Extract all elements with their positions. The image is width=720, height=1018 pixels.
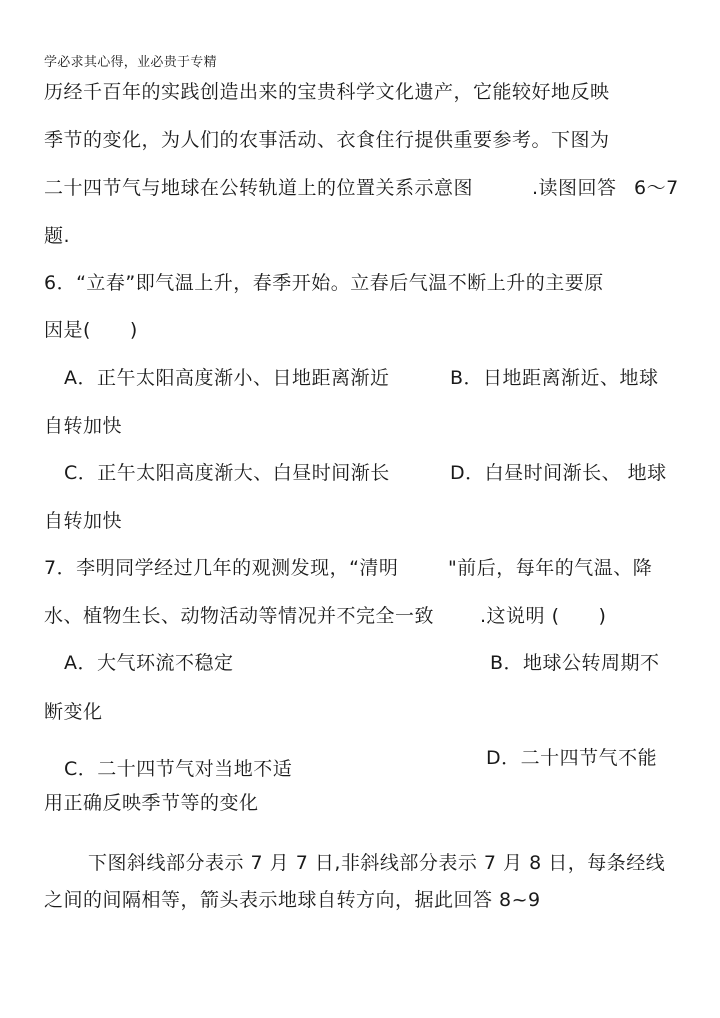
question-7-option-cd-cont: 用正确反映季节等的变化: [44, 792, 259, 814]
page-header: 学必求其心得，业必贵于专精: [44, 55, 217, 70]
intro-line-2: 季节的变化，为人们的农事活动、衣食住行提供重要参考。下图为: [44, 129, 610, 151]
next-section-line-1: 下图斜线部分表示 7 月 7 日,非斜线部分表示 7 月 8 日，每条经线: [88, 852, 666, 874]
next-section-line-2: 之间的间隔相等，箭头表示地球自转方向，据此回答 8~9: [44, 889, 541, 911]
question-7-stem-2a: 水、植物生长、动物活动等情况并不完全一致: [44, 605, 435, 627]
question-7-option-b-cont: 断变化: [44, 701, 103, 723]
question-7-stem-2b: .这说明 ( ): [480, 605, 607, 627]
question-6-option-b-cont: 自转加快: [44, 415, 123, 437]
intro-line-4: 题.: [44, 225, 71, 247]
question-6-stem-1: 6．“立春”即气温上升，春季开始。立春后气温不断上升的主要原: [44, 272, 604, 294]
question-6-option-d-cont: 自转加快: [44, 510, 123, 532]
intro-line-3c: 6～7: [634, 177, 679, 199]
question-6-option-d: D．白昼时间渐长、 地球: [450, 462, 667, 484]
intro-line-1: 历经千百年的实践创造出来的宝贵科学文化遗产，它能较好地反映: [44, 81, 610, 103]
question-7-option-b: B．地球公转周期不: [490, 652, 660, 674]
question-7-option-c: C．二十四节气对当地不适: [64, 758, 293, 780]
question-6-option-b: B．日地距离渐近、地球: [450, 367, 659, 389]
question-7-stem-1a: 7．李明同学经过几年的观测发现，“清明: [44, 557, 399, 579]
intro-line-3b: .读图回答: [532, 177, 617, 199]
question-6-stem-2: 因是( ): [44, 319, 138, 341]
question-6-option-a: A．正午太阳高度渐小、日地距离渐近: [64, 367, 390, 389]
intro-line-3a: 二十四节气与地球在公转轨道上的位置关系示意图: [44, 177, 474, 199]
question-7-option-a: A．大气环流不稳定: [64, 652, 234, 674]
question-6-option-c: C．正午太阳高度渐大、白昼时间渐长: [64, 462, 390, 484]
question-7-option-d: D．二十四节气不能: [486, 747, 658, 769]
question-7-stem-1b: "前后，每年的气温、降: [448, 557, 653, 579]
